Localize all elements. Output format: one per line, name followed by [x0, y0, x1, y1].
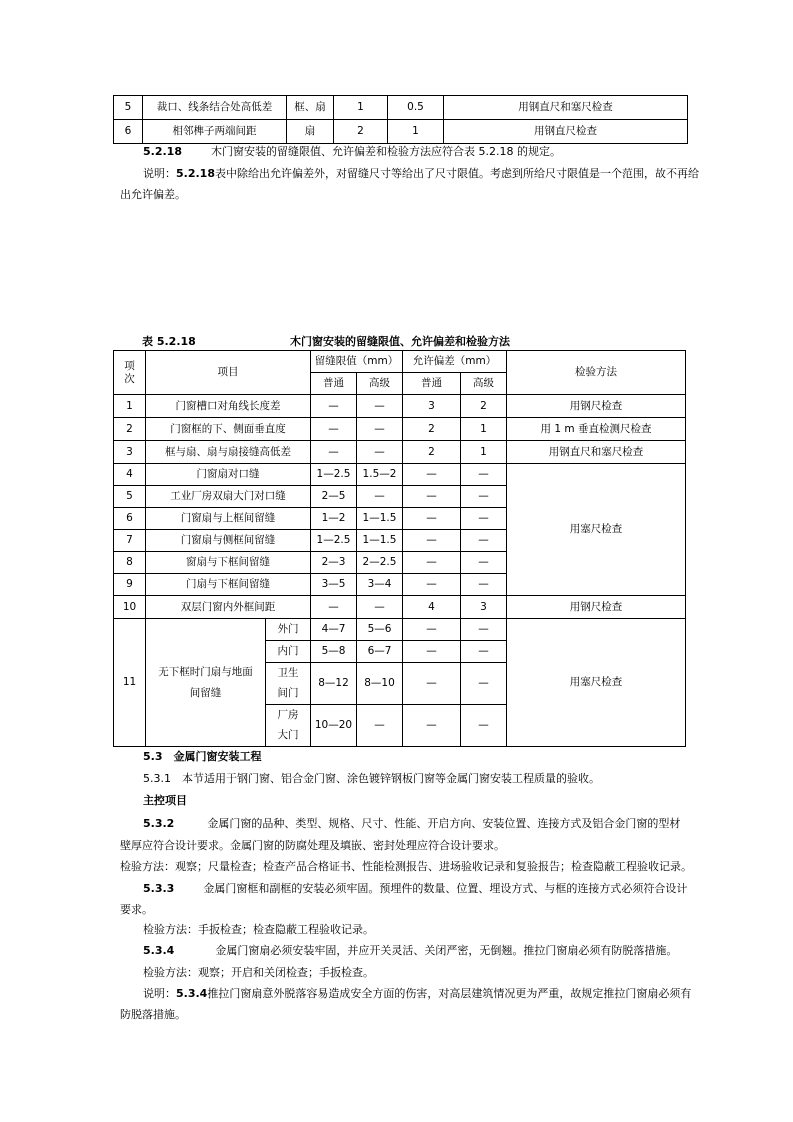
header-num: [114, 351, 146, 395]
row-gap-normal: —: [311, 441, 357, 464]
row-gap-normal: 10—20: [311, 705, 357, 747]
header-high: 高级: [461, 373, 507, 395]
note-line: 出允许偏差。: [120, 188, 186, 201]
row-gap-normal: 1—2.5: [311, 530, 357, 552]
row-number: 8: [114, 552, 146, 574]
row-number: 10: [114, 596, 146, 619]
row-gap-normal: —: [311, 418, 357, 441]
row-allow-high: —: [461, 486, 507, 508]
note-ref: 5.3.4: [176, 987, 208, 1000]
row-number: 4: [114, 464, 146, 486]
row-allow-high: —: [461, 552, 507, 574]
clause-number: 5.3.2: [143, 817, 175, 830]
sub-label: [266, 663, 311, 705]
note-line: 表中除给出允许偏差外，对留缝尺寸等给出了尺寸限值。考虑到所给尺寸限值是一个范围，故不再给: [214, 167, 699, 180]
row-allow-high: 2: [461, 395, 507, 418]
table-row: [114, 96, 688, 120]
row-number: 1: [114, 395, 146, 418]
row-allow-high: —: [461, 464, 507, 486]
row-allow: 1: [388, 120, 444, 144]
clause-5-2-18: [143, 141, 703, 163]
row-limit: 1: [334, 96, 388, 120]
row-allow-normal: —: [403, 530, 461, 552]
row-gap-high: —: [357, 486, 403, 508]
row-item: 双层门窗内外框间距: [146, 596, 311, 619]
row-gap-high: 6—7: [357, 641, 403, 663]
row-allow-high: 1: [461, 441, 507, 464]
check-method: 检验方法：观察；开启和关闭检查；手扳检查。: [143, 966, 374, 979]
row-allow-high: —: [461, 663, 507, 705]
row-allow-normal: —: [403, 464, 461, 486]
sub-label-line2: 大门: [277, 729, 299, 741]
note-5-2-18-cont: [120, 184, 680, 206]
clause-5-3-2: [143, 813, 703, 835]
row-gap-normal: 2—3: [311, 552, 357, 574]
row-number: 9: [114, 574, 146, 596]
row-gap-high: 1—1.5: [357, 508, 403, 530]
row-gap-normal: 1—2.5: [311, 464, 357, 486]
row-allow-high: 3: [461, 596, 507, 619]
row-number: 2: [114, 418, 146, 441]
row-allow-normal: —: [403, 486, 461, 508]
clause-text: 金属门窗扇必须安装牢固，并应开关灵活、关闭严密，无倒翘。推拉门窗扇必须有防脱落措施。: [215, 944, 678, 957]
row-item: 门窗框的下、侧面垂直度: [146, 418, 311, 441]
note-5-3-4: [143, 983, 703, 1005]
row-number: 6: [114, 508, 146, 530]
note-line: 推拉门窗扇意外脱落容易造成安全方面的伤害，对高层建筑情况更为严重，故规定推拉门窗扇必须有: [207, 987, 692, 1000]
row-item: 工业厂房双扇大门对口缝: [146, 486, 311, 508]
row-allow-normal: —: [403, 619, 461, 641]
header-item: 项目: [146, 351, 311, 395]
check-method: 检验方法：手扳检查；检查隐蔽工程验收记录。: [143, 923, 374, 936]
sub-label: [266, 705, 311, 747]
top-table: [113, 95, 688, 144]
row-gap-high: 8—10: [357, 663, 403, 705]
row-number: 5: [114, 96, 143, 120]
header-normal: 普通: [403, 373, 461, 395]
header-gap: 留缝限值（mm）: [311, 351, 403, 373]
merged-method: 用塞尺检查: [507, 464, 686, 596]
row-gap-high: —: [357, 596, 403, 619]
header-high: 高级: [357, 373, 403, 395]
row-method: 用钢直尺和塞尺检查: [444, 96, 688, 120]
row-gap-high: 2—2.5: [357, 552, 403, 574]
header-num-line1: 项: [124, 359, 135, 372]
row-limit: 2: [334, 120, 388, 144]
row-gap-high: 5—6: [357, 619, 403, 641]
clause-5-3-3: [143, 878, 703, 900]
row-item: 门窗扇与上框间留缝: [146, 508, 311, 530]
row-allow-normal: —: [403, 552, 461, 574]
row-allow-high: —: [461, 619, 507, 641]
table-row: [114, 418, 686, 441]
check-method: 检验方法：观察；尺量检查；检查产品合格证书、性能检测报告、进场验收记录和复验报告；检查隐蔽工程验收记录。: [120, 860, 692, 873]
row-gap-normal: 3—5: [311, 574, 357, 596]
row-item: 裁口、线条结合处高低差: [143, 96, 287, 120]
clause-5-3-2-cont: 壁厚应符合设计要求。金属门窗的防腐处理及填嵌、密封处理应符合设计要求。: [120, 839, 505, 852]
section-heading: 5.3 金属门窗安装工程: [143, 750, 262, 763]
row-gap-normal: 2—5: [311, 486, 357, 508]
note-5-2-18: [143, 163, 703, 185]
clause-text: 木门窗安装的留缝限值、允许偏差和检验方法应符合表 5.2.18 的规定。: [210, 145, 561, 158]
row-item: 门窗槽口对角线长度差: [146, 395, 311, 418]
row-allow-normal: —: [403, 641, 461, 663]
row-number: 3: [114, 441, 146, 464]
row-method: 用 1 m 垂直检测尺检查: [507, 418, 686, 441]
row-gap-normal: —: [311, 596, 357, 619]
row-method: 用钢尺检查: [507, 395, 686, 418]
table-title: 木门窗安装的留缝限值、允许偏差和检验方法: [290, 335, 510, 348]
clause-5-3-3-cont: 要求。: [120, 903, 153, 916]
clause-text: 金属门窗的品种、类型、规格、尺寸、性能、开启方向、安装位置、连接方式及铝合金门窗的型材: [207, 817, 681, 830]
table-label: 表 5.2.18: [142, 335, 196, 348]
row-scope: 扇: [287, 120, 334, 144]
clause-5-3-4: [143, 940, 703, 962]
row-allow: 0.5: [388, 96, 444, 120]
note-5-3-4-cont: 防脱落措施。: [120, 1008, 186, 1021]
header-method: 检验方法: [507, 351, 686, 395]
row-item-line2: 间留缝: [189, 686, 222, 699]
table-row: [114, 441, 686, 464]
row-allow-high: —: [461, 530, 507, 552]
row-item: 门窗扇与侧框间留缝: [146, 530, 311, 552]
row-allow-normal: —: [403, 663, 461, 705]
row-item: 门扇与下框间留缝: [146, 574, 311, 596]
row-allow-high: 1: [461, 418, 507, 441]
row-allow-normal: 4: [403, 596, 461, 619]
table-row: [114, 464, 686, 486]
clause-number: 5.3.4: [143, 944, 175, 957]
row-number: 11: [114, 619, 146, 747]
clause-text: 金属门窗框和副框的安装必须牢固。预埋件的数量、位置、埋设方式、与框的连接方式必须符合设计: [203, 882, 688, 895]
row-allow-high: —: [461, 574, 507, 596]
sub-label: 外门: [266, 619, 311, 641]
row-gap-high: —: [357, 705, 403, 747]
sub-label-line2: 间门: [277, 687, 299, 699]
row-gap-normal: —: [311, 395, 357, 418]
clause-number: 5.3.3: [143, 882, 175, 895]
row-gap-normal: 8—12: [311, 663, 357, 705]
sub-label-line1: 卫生: [277, 667, 299, 679]
row-method: 用钢直尺和塞尺检查: [507, 441, 686, 464]
row-gap-high: —: [357, 395, 403, 418]
header-row: [114, 351, 686, 373]
sub-label-line1: 厂房: [277, 709, 299, 721]
sub-label: 内门: [266, 641, 311, 663]
row-item: [146, 619, 266, 747]
row-item-line1: 无下框时门扇与地面: [158, 665, 253, 678]
row-method: 用钢直尺检查: [444, 120, 688, 144]
row-method: 用钢尺检查: [507, 596, 686, 619]
row-gap-normal: 1—2: [311, 508, 357, 530]
row-gap-high: 3—4: [357, 574, 403, 596]
table-row: [114, 619, 686, 641]
row-allow-normal: 2: [403, 418, 461, 441]
row-number: 6: [114, 120, 143, 144]
row-gap-high: 1—1.5: [357, 530, 403, 552]
row-item: 窗扇与下框间留缝: [146, 552, 311, 574]
row-allow-high: —: [461, 641, 507, 663]
row-item: 框与扇、扇与扇接缝高低差: [146, 441, 311, 464]
row-gap-normal: 4—7: [311, 619, 357, 641]
row-allow-normal: 2: [403, 441, 461, 464]
clause-5-3-1: 5.3.1 本节适用于钢门窗、铝合金门窗、涂色镀锌钢板门窗等金属门窗安装工程质量的验收。: [143, 772, 600, 785]
row-method: 用塞尺检查: [507, 619, 686, 747]
note-prefix: 说明：: [143, 167, 176, 180]
table-row: [114, 596, 686, 619]
row-item: 门窗扇对口缝: [146, 464, 311, 486]
row-allow-normal: —: [403, 705, 461, 747]
header-num-line2: 次: [124, 372, 135, 385]
table-row: [114, 395, 686, 418]
table-row: [114, 120, 688, 144]
clause-number: 5.2.18: [143, 145, 182, 158]
main-items-heading: 主控项目: [143, 794, 187, 807]
header-allow: 允许偏差（mm）: [403, 351, 507, 373]
note-prefix: 说明：: [143, 987, 176, 1000]
row-gap-high: 1.5—2: [357, 464, 403, 486]
row-allow-high: —: [461, 705, 507, 747]
row-gap-high: —: [357, 441, 403, 464]
row-gap-normal: 5—8: [311, 641, 357, 663]
row-allow-normal: 3: [403, 395, 461, 418]
header-normal: 普通: [311, 373, 357, 395]
row-number: 7: [114, 530, 146, 552]
row-gap-high: —: [357, 418, 403, 441]
table-5-2-18: [113, 350, 686, 747]
row-item: 相邻榫子两端间距: [143, 120, 287, 144]
row-scope: 框、扇: [287, 96, 334, 120]
note-ref: 5.2.18: [176, 167, 215, 180]
row-allow-normal: —: [403, 574, 461, 596]
row-number: 5: [114, 486, 146, 508]
row-allow-high: —: [461, 508, 507, 530]
row-allow-normal: —: [403, 508, 461, 530]
